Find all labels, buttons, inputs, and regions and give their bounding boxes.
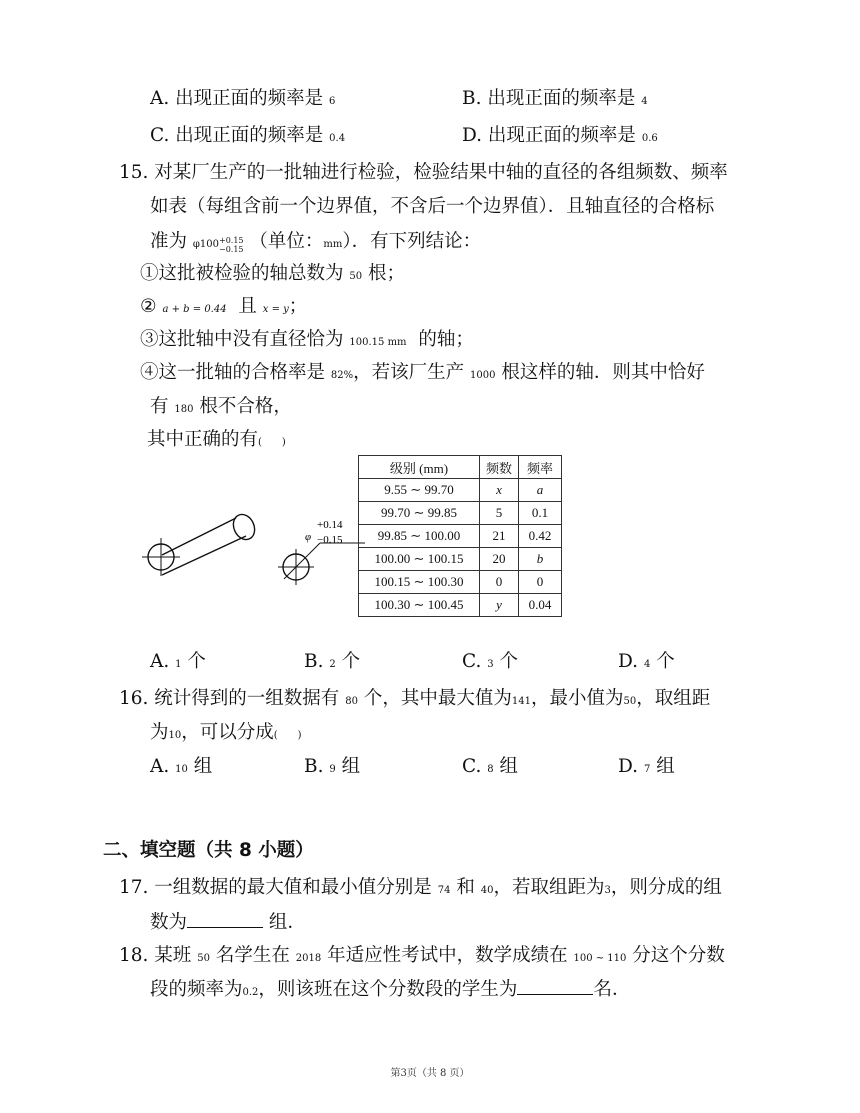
- q16-option-a-value: 10: [175, 764, 188, 775]
- q15-option-c-label: C.: [462, 651, 482, 672]
- table-cell: 100.15 ∼ 100.30: [359, 571, 480, 594]
- q17-line-2: [150, 908, 306, 934]
- section-title-fill-in: 二、填空题（共 8 小题）: [103, 840, 314, 861]
- q16-option-b-value: 9: [329, 764, 336, 775]
- q15-option-d-unit: 个: [656, 651, 675, 672]
- q15-option-a-label: A.: [150, 651, 170, 672]
- q18-line-1: [119, 941, 725, 967]
- q16-option-b-unit: 组: [341, 756, 361, 777]
- q15-line-3: [150, 227, 481, 254]
- table-row: [359, 502, 562, 525]
- table-row: [359, 548, 562, 571]
- q14-option-a: [150, 84, 335, 110]
- q16-option-a: [150, 752, 212, 778]
- q15-option-d-label: D.: [618, 651, 639, 672]
- q17-max: 74: [437, 885, 451, 896]
- q14-option-c-label: C. 出现正面的频率是: [150, 125, 324, 146]
- q14-option-b-label: B. 出现正面的频率是: [462, 88, 636, 109]
- q16-line-1: [119, 684, 710, 710]
- q15-c2-pre: ②: [140, 296, 157, 317]
- table-cell: 0: [480, 571, 519, 594]
- q17-l2-post: 组．: [268, 912, 306, 933]
- page-footer: 第3页（共 8 页）: [390, 1068, 470, 1079]
- q16-option-c-value: 8: [487, 764, 494, 775]
- q18-freq: 0.2: [242, 987, 259, 998]
- table-header: 频率: [519, 456, 562, 479]
- q17-l1-pre: 17. 一组数据的最大值和最小值分别是: [119, 877, 432, 898]
- table-row: [359, 479, 562, 502]
- q15-ask-text: 其中正确的有: [147, 429, 259, 450]
- q18-l1-mid2: 年适应性考试中，数学成绩在: [327, 945, 568, 966]
- table-header-row: [359, 456, 562, 479]
- shaft-top-edge: [162, 518, 236, 555]
- q15-conclusion-2: [140, 292, 307, 318]
- q15-c1-post: 根；: [368, 263, 406, 284]
- q15-option-c-unit: 个: [499, 651, 519, 672]
- q15-c3-post: 的轴；: [418, 329, 474, 350]
- q14-option-c-value: 0.4: [329, 133, 346, 144]
- q15-option-c: [462, 647, 518, 673]
- table-cell: 100.30 ∼ 100.45: [359, 594, 480, 617]
- table-cell: x: [480, 479, 519, 502]
- q15-unit: mm: [323, 239, 343, 250]
- q15-line-3-pre: 准为: [150, 231, 188, 252]
- q16-max: 141: [511, 696, 531, 707]
- q15-conclusion-1: [140, 259, 405, 285]
- q15-c4b-value: 180: [174, 404, 194, 415]
- q15-option-b-label: B.: [304, 651, 324, 672]
- table-cell: 0: [519, 571, 562, 594]
- q15-line-2: 如表（每组含前一个边界值，不含后一个边界值）．且轴直径的合格标: [150, 196, 715, 217]
- q18-l1-mid: 名学生在: [215, 945, 290, 966]
- fig-tol-up: +0.14: [317, 519, 343, 531]
- q18-answer-blank[interactable]: [517, 977, 593, 995]
- q14-option-b-value: 4: [641, 96, 648, 107]
- frequency-table: [358, 455, 562, 617]
- q15-answer-paren: ( ): [258, 437, 286, 448]
- q18-range: 100 ∼ 110: [573, 953, 627, 964]
- q15-option-b-value: 2: [329, 659, 336, 670]
- table-cell: 100.00 ∼ 100.15: [359, 548, 480, 571]
- q18-l2-mid: ，则该班在这个分数段的学生为: [258, 979, 518, 1000]
- q15-ask: [147, 425, 286, 451]
- shaft-figure: [140, 500, 370, 590]
- q15-c4b-post: 根不合格，: [199, 396, 292, 417]
- q15-c4-value-2: 1000: [470, 370, 496, 381]
- table-header: 频数: [480, 456, 519, 479]
- q15-tolerance-base: φ100: [192, 239, 219, 250]
- q17-l1-post: ，则分成的组: [610, 877, 722, 898]
- q16-option-a-unit: 组: [193, 756, 213, 777]
- q18-l2-post: 名．: [593, 979, 631, 1000]
- q16-option-d-value: 7: [643, 764, 651, 775]
- q15-tolerance-limits: [219, 236, 244, 254]
- table-row: [359, 571, 562, 594]
- q15-c2-expr: a + b = 0.44: [162, 304, 227, 315]
- q16-l1-mid: 个，其中最大值为: [363, 688, 512, 709]
- table-cell: 0.42: [519, 525, 562, 548]
- q16-option-d: [618, 752, 675, 778]
- q15-c4b-pre: 有: [150, 396, 169, 417]
- table-cell: 99.85 ∼ 100.00: [359, 525, 480, 548]
- q15-c3-value: 100.15 mm: [349, 337, 407, 348]
- q15-c2-post: ；: [288, 296, 308, 317]
- q14-option-a-value: 6: [329, 96, 336, 107]
- table-cell: 21: [480, 525, 519, 548]
- table-cell: 0.1: [519, 502, 562, 525]
- table-cell: 99.70 ∼ 99.85: [359, 502, 480, 525]
- q15-option-a: [150, 647, 206, 673]
- q16-option-a-label: A.: [150, 756, 170, 777]
- q17-l1-mid: ，若取组距为: [493, 877, 605, 898]
- fig-tol-down: −0.15: [317, 534, 343, 546]
- table-cell: 5: [480, 502, 519, 525]
- shaft-end-ellipse: [229, 511, 258, 543]
- q16-l2-pre: 为: [150, 722, 169, 743]
- q18-l2-pre: 段的频率为: [150, 979, 243, 1000]
- q15-option-d: [618, 647, 675, 673]
- q16-option-d-unit: 组: [656, 756, 675, 777]
- q17-width: 3: [604, 885, 611, 896]
- q15-conclusion-4b: [150, 392, 292, 418]
- q16-min: 50: [623, 696, 637, 707]
- q15-option-a-value: 1: [175, 659, 182, 670]
- table-row: [359, 594, 562, 617]
- q16-option-b: [304, 752, 360, 778]
- q15-option-d-value: 4: [643, 659, 651, 670]
- q14-option-b: [462, 84, 648, 110]
- q14-option-d: [462, 121, 658, 147]
- q16-l2-post: ，可以分成: [181, 722, 274, 743]
- q17-line-1: [119, 873, 722, 899]
- q15-option-c-value: 3: [487, 659, 494, 670]
- q17-l2-pre: 数为: [150, 912, 188, 933]
- q18-l1-post: 分这个分数: [632, 945, 725, 966]
- q16-l1-pre: 16. 统计得到的一组数据有: [119, 688, 340, 709]
- q16-option-d-label: D.: [618, 756, 639, 777]
- q15-option-b-unit: 个: [341, 651, 361, 672]
- table-cell: b: [519, 548, 562, 571]
- q18-count: 50: [197, 953, 210, 964]
- q15-c2-expr2: x = y: [262, 304, 289, 315]
- q15-line-3-end: ）．有下列结论：: [342, 231, 482, 252]
- q15-option-b: [304, 647, 360, 673]
- q16-l1-post: ，取组距: [636, 688, 711, 709]
- q17-and: 和: [456, 877, 475, 898]
- q14-option-a-label: A. 出现正面的频率是: [150, 88, 324, 109]
- q15-tol-up: +0.15: [219, 235, 244, 245]
- q16-answer-paren: ( ): [273, 730, 302, 741]
- table-cell: 20: [480, 548, 519, 571]
- q14-option-d-label: D. 出现正面的频率是: [462, 125, 636, 146]
- q15-c1-pre: ①这批被检验的轴总数为: [140, 263, 344, 284]
- q16-l1-mid2: ，最小值为: [530, 688, 624, 709]
- table-header: 级别 (mm): [359, 456, 480, 479]
- q16-width: 10: [168, 730, 182, 741]
- table-cell: 9.55 ∼ 99.70: [359, 479, 480, 502]
- q15-conclusion-4: [140, 358, 705, 384]
- q15-c3-pre: ③这批轴中没有直径恰为: [140, 329, 344, 350]
- q14-option-d-value: 0.6: [641, 133, 658, 144]
- table-cell: a: [519, 479, 562, 502]
- q15-c1-value: 50: [349, 271, 363, 282]
- q15-c2-mid: 且: [238, 296, 257, 317]
- q16-option-c-label: C.: [462, 756, 482, 777]
- q15-line-3-post: （单位：: [249, 231, 324, 252]
- q15-c4-pre: ④这一批轴的合格率是: [140, 362, 326, 383]
- q18-year: 2018: [295, 953, 322, 964]
- q18-l1-pre: 18. 某班: [119, 945, 192, 966]
- q15-conclusion-3: [140, 325, 474, 351]
- table-cell: y: [480, 594, 519, 617]
- table-row: [359, 525, 562, 548]
- q15-c4-value: 82%: [330, 370, 354, 381]
- fig-phi: φ: [305, 531, 312, 543]
- q16-line-2: [150, 718, 302, 744]
- q15-c4-post: 根这样的轴．则其中恰好: [501, 362, 705, 383]
- q16-option-c-unit: 组: [499, 756, 519, 777]
- q16-option-b-label: B.: [304, 756, 324, 777]
- table-cell: 0.04: [519, 594, 562, 617]
- q17-answer-blank[interactable]: [187, 910, 263, 928]
- q17-min: 40: [480, 885, 494, 896]
- q14-option-c: [150, 121, 345, 147]
- q15-tolerance: [192, 235, 244, 254]
- q18-line-2: [150, 975, 630, 1001]
- q16-count: 80: [345, 696, 358, 707]
- q15-line-1: 15. 对某厂生产的一批轴进行检验，检验结果中轴的直径的各组频数、频率: [119, 162, 728, 183]
- q15-option-a-unit: 个: [187, 651, 206, 672]
- q15-c4-mid: ，若该厂生产: [353, 362, 465, 383]
- q15-tol-down: −0.15: [219, 244, 244, 254]
- q16-option-c: [462, 752, 518, 778]
